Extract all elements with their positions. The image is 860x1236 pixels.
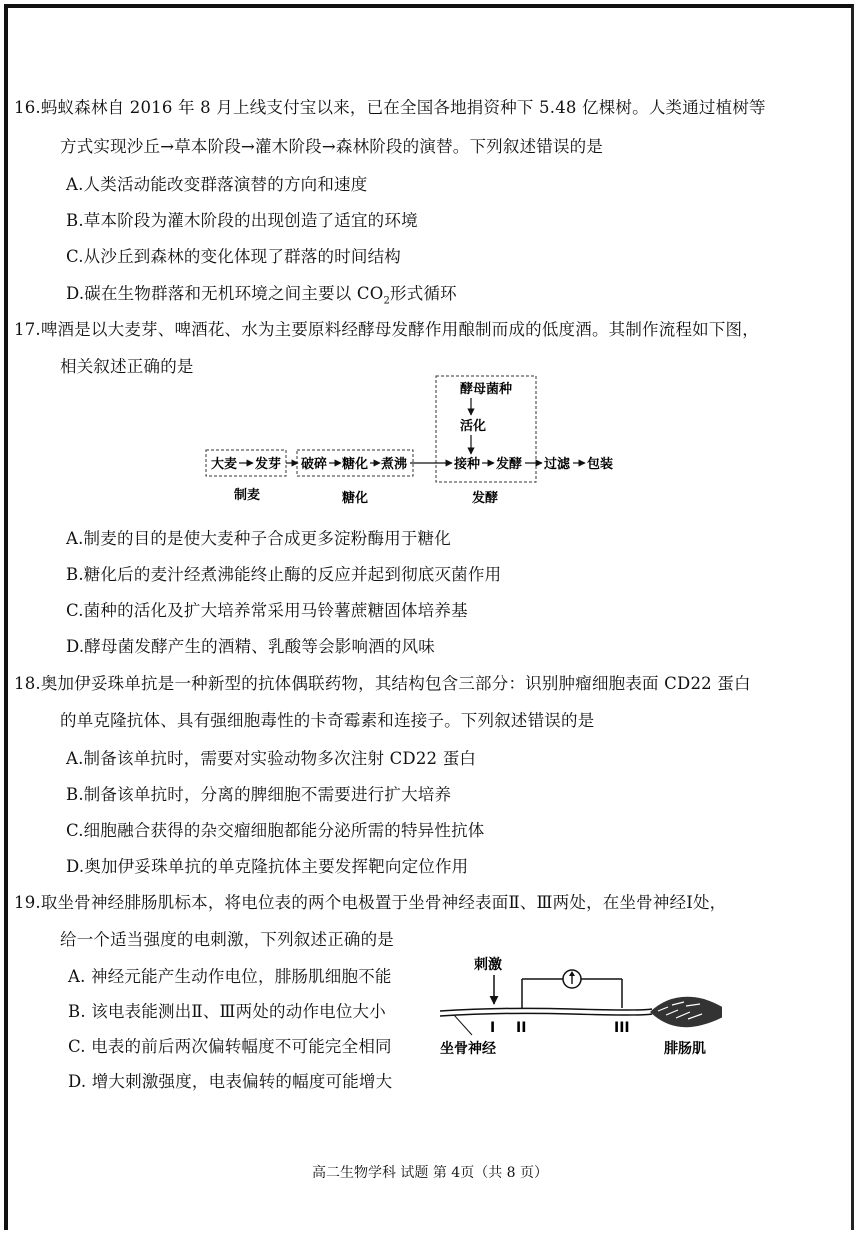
stimulus-label: 刺激 bbox=[474, 957, 502, 973]
point-i-label: I bbox=[490, 1020, 496, 1036]
q16-option-c[interactable]: C.从沙丘到森林的变化体现了群落的时间结构 bbox=[66, 247, 401, 266]
q17-stem-line1: 17.啤酒是以大麦芽、啤酒花、水为主要原料经酵母发酵作用酿制而成的低度酒。其制作流程如下图， bbox=[14, 320, 759, 339]
q17-option-b[interactable]: B.糖化后的麦汁经煮沸能终止酶的反应并起到彻底灭菌作用 bbox=[66, 565, 502, 584]
sciatic-nerve-label: 坐骨神经 bbox=[440, 1041, 496, 1057]
nerve-leader-line bbox=[454, 1015, 472, 1035]
q18-stem-line1: 18.奥加伊妥珠单抗是一种新型的抗体偶联药物，其结构包含三部分：识别肿瘤细胞表面 CD22 蛋白 bbox=[14, 674, 751, 693]
yeast-label: 酵母菌种 bbox=[459, 382, 513, 397]
nerve-muscle-diagram bbox=[432, 955, 722, 1065]
q19-stem-line1: 19.取坐骨神经腓肠肌标本，将电位表的两个电极置于坐骨神经表面Ⅱ、Ⅲ两处，在坐骨神经Ⅰ处， bbox=[14, 893, 727, 912]
q16-option-b[interactable]: B.草本阶段为灌木阶段的出现创造了适宜的环境 bbox=[66, 211, 418, 230]
gastrocnemius-muscle bbox=[650, 997, 722, 1027]
q17-option-d[interactable]: D.酵母菌发酵产生的酒精、乳酸等会影响酒的风味 bbox=[66, 637, 435, 656]
q18-stem-line2: 的单克隆抗体、具有强细胞毒性的卡奇霉素和连接子。下列叙述错误的是 bbox=[60, 711, 595, 730]
q16-stem-line1: 16.蚂蚁森林自 2016 年 8 月上线支付宝以来，已在全国各地捐资种下 5.48 亿棵树。人类通过植树等 bbox=[14, 98, 766, 117]
q19-option-c[interactable]: C. 电表的前后两次偏转幅度不可能完全相同 bbox=[68, 1037, 392, 1056]
q16-option-a[interactable]: A.人类活动能改变群落演替的方向和速度 bbox=[66, 175, 368, 194]
q18-option-d[interactable]: D.奥加伊妥珠单抗的单克隆抗体主要发挥靶向定位作用 bbox=[66, 857, 469, 876]
q19-option-a[interactable]: A. 神经元能产生动作电位，腓肠肌细胞不能 bbox=[68, 967, 392, 986]
q19-stem-line2: 给一个适当强度的电刺激，下列叙述正确的是 bbox=[60, 930, 394, 949]
point-ii-label: II bbox=[516, 1020, 527, 1036]
malting-group-label: 制麦 bbox=[233, 488, 261, 503]
activation-label: 活化 bbox=[459, 419, 487, 434]
crush-label: 破碎 bbox=[301, 457, 328, 472]
gastrocnemius-label: 腓肠肌 bbox=[664, 1041, 706, 1057]
q18-option-b[interactable]: B.制备该单抗时，分离的脾细胞不需要进行扩大培养 bbox=[66, 785, 452, 804]
point-iii-label: III bbox=[614, 1020, 630, 1036]
q16-option-d-text: D.碳在生物群落和无机环境之间主要以 CO bbox=[66, 284, 384, 303]
ferment-label: 发酵 bbox=[496, 457, 523, 472]
q16-option-d[interactable] bbox=[66, 280, 457, 306]
boil-label: 煮沸 bbox=[381, 457, 408, 472]
q18-option-c[interactable]: C.细胞融合获得的杂交瘤细胞都能分泌所需的特异性抗体 bbox=[66, 821, 485, 840]
beer-process-diagram bbox=[200, 372, 640, 512]
inoculate-label: 接种 bbox=[454, 457, 481, 472]
q18-option-a[interactable]: A.制备该单抗时，需要对实验动物多次注射 CD22 蛋白 bbox=[66, 749, 477, 768]
sciatic-nerve-upper bbox=[440, 1008, 652, 1011]
barley-label: 大麦 bbox=[211, 457, 238, 472]
sprout-label: 发芽 bbox=[255, 457, 282, 472]
q16-option-d-subscript: 2 bbox=[383, 295, 391, 307]
filter-label: 过滤 bbox=[544, 457, 571, 472]
saccharify-label: 糖化 bbox=[342, 457, 369, 472]
q17-option-c[interactable]: C.菌种的活化及扩大培养常采用马铃薯蔗糖固体培养基 bbox=[66, 601, 468, 620]
q19-option-d[interactable]: D. 增大刺激强度，电表偏转的幅度可能增大 bbox=[68, 1072, 393, 1091]
q19-option-b[interactable]: B. 该电表能测出Ⅱ、Ⅲ两处的动作电位大小 bbox=[68, 1002, 386, 1021]
package-label: 包装 bbox=[587, 457, 614, 472]
fermentation-group-label: 发酵 bbox=[471, 491, 499, 506]
q16-stem-line2: 方式实现沙丘→草本阶段→灌木阶段→森林阶段的演替。下列叙述错误的是 bbox=[60, 137, 604, 156]
saccharification-group-label: 糖化 bbox=[341, 491, 369, 506]
q17-option-a[interactable]: A.制麦的目的是使大麦种子合成更多淀粉酶用于糖化 bbox=[66, 529, 451, 548]
q16-option-d-suffix: 形式循环 bbox=[390, 284, 457, 303]
page-footer: 高二生物学科 试题 第 4页（共 8 页） bbox=[311, 1165, 549, 1181]
q17-stem-line2: 相关叙述正确的是 bbox=[60, 357, 194, 376]
sciatic-nerve-lower bbox=[440, 1013, 652, 1016]
